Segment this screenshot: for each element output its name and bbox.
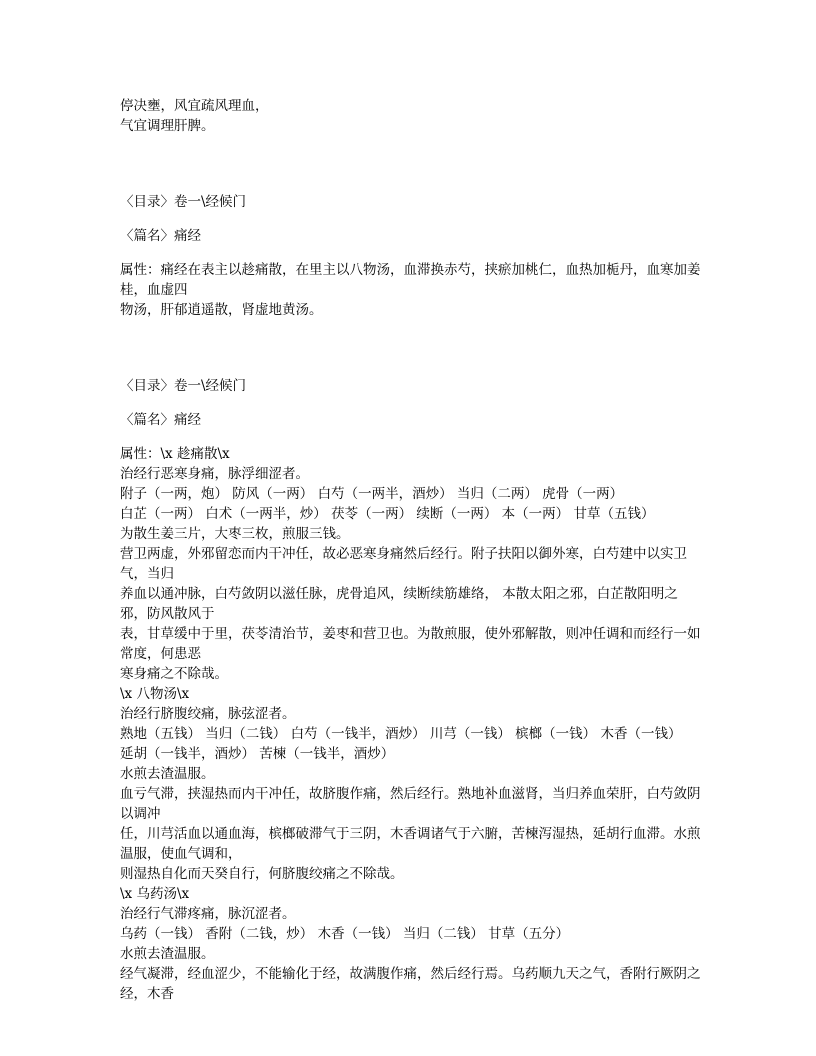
- paragraph-line: 治经行恶寒身痛，脉浮细涩者。: [120, 466, 309, 482]
- paragraph-line: 任，川芎活血以通血海，槟榔破滞气于三阴，木香调诸气于六腑，苦楝泻湿热，延胡行血滞。水煎温服，使血气调和，: [120, 826, 701, 862]
- paragraph-line: 气宜调理肝脾。: [120, 118, 215, 134]
- paragraph-line: 治经行脐腹绞痛，脉弦涩者。: [120, 706, 296, 722]
- paragraph-line: 表，甘草缓中于里，茯苓清治节，姜枣和营卫也。为散煎服，使外邪解散，则冲任调和而经行一如常度，何患恶: [120, 626, 701, 662]
- attribute-line: 物汤，肝郁逍遥散，肾虚地黄汤。: [120, 302, 323, 318]
- paragraph-line: 养血以通冲脉，白芍敛阴以滋任脉，虎骨追风，续断续筋雄络， 本散太阳之邪，白芷散阳明之邪，防风散风于: [120, 586, 678, 622]
- document-page: [120, 96, 702, 1004]
- paragraph-line: 停决壅，风宜疏风理血，: [120, 98, 269, 114]
- paragraph-line: 寒身痛之不除哉。: [120, 666, 228, 682]
- paragraph-line: 血亏气滞，挟湿热而内干冲任，故脐腹作痛，然后经行。熟地补血滋肾，当归养血荣肝，白芍敛阴以调冲: [120, 786, 701, 822]
- attribute-line: 属性：痛经在表主以趁痛散，在里主以八物汤，血滞换赤芍，挟瘀加桃仁，血热加栀丹，血寒加姜桂，血虚四: [120, 262, 701, 298]
- paragraph-line: 为散生姜三片，大枣三枚，煎服三钱。: [120, 526, 350, 542]
- paragraph-line: 熟地（五钱） 当归（二钱） 白芍（一钱半，酒炒） 川芎（一钱） 槟榔（一钱） 木香（一钱）: [120, 726, 682, 742]
- catalog-line: 〈目录〉卷一\经候门: [120, 194, 247, 210]
- paragraph-line: 营卫两虚，外邪留恋而内干冲任，故必恶寒身痛然后经行。附子扶阳以御外寒，白芍建中以实卫气，当归: [120, 546, 687, 582]
- text-block-3: [120, 376, 702, 1004]
- paragraph-line: 白芷（一两） 白术（一两半，炒） 茯苓（一两） 续断（一两） 本（一两） 甘草（五钱）: [120, 506, 655, 522]
- paragraph-line: 治经行气滞疼痛，脉沉涩者。: [120, 906, 296, 922]
- paragraph-line: 经气凝滞，经血涩少，不能输化于经，故满腹作痛，然后经行焉。乌药顺九天之气，香附行厥阴之经，木香: [120, 966, 701, 1002]
- paragraph-line: 水煎去渣温服。: [120, 946, 215, 962]
- paragraph-line: 则湿热自化而天癸自行，何脐腹绞痛之不除哉。: [120, 866, 404, 882]
- chapter-title: 〈篇名〉痛经: [120, 228, 201, 244]
- paragraph-line: 属性：\x 趁痛散\x: [120, 446, 230, 462]
- chapter-title: 〈篇名〉痛经: [120, 412, 201, 428]
- paragraph-line: \x 乌药汤\x: [120, 886, 190, 902]
- text-block-2: [120, 192, 702, 320]
- paragraph-line: \x 八物汤\x: [120, 686, 190, 702]
- paragraph-line: 水煎去渣温服。: [120, 766, 215, 782]
- text-block-1: [120, 96, 702, 136]
- paragraph-line: 延胡（一钱半，酒炒） 苦楝（一钱半，酒炒）: [120, 746, 395, 762]
- catalog-line: 〈目录〉卷一\经候门: [120, 378, 247, 394]
- paragraph-line: 附子（一两，炮） 防风（一两） 白芍（一两半，酒炒） 当归（二两） 虎骨（一两）: [120, 486, 624, 502]
- paragraph-line: 乌药（一钱） 香附（二钱，炒） 木香（一钱） 当归（二钱） 甘草（五分）: [120, 926, 570, 942]
